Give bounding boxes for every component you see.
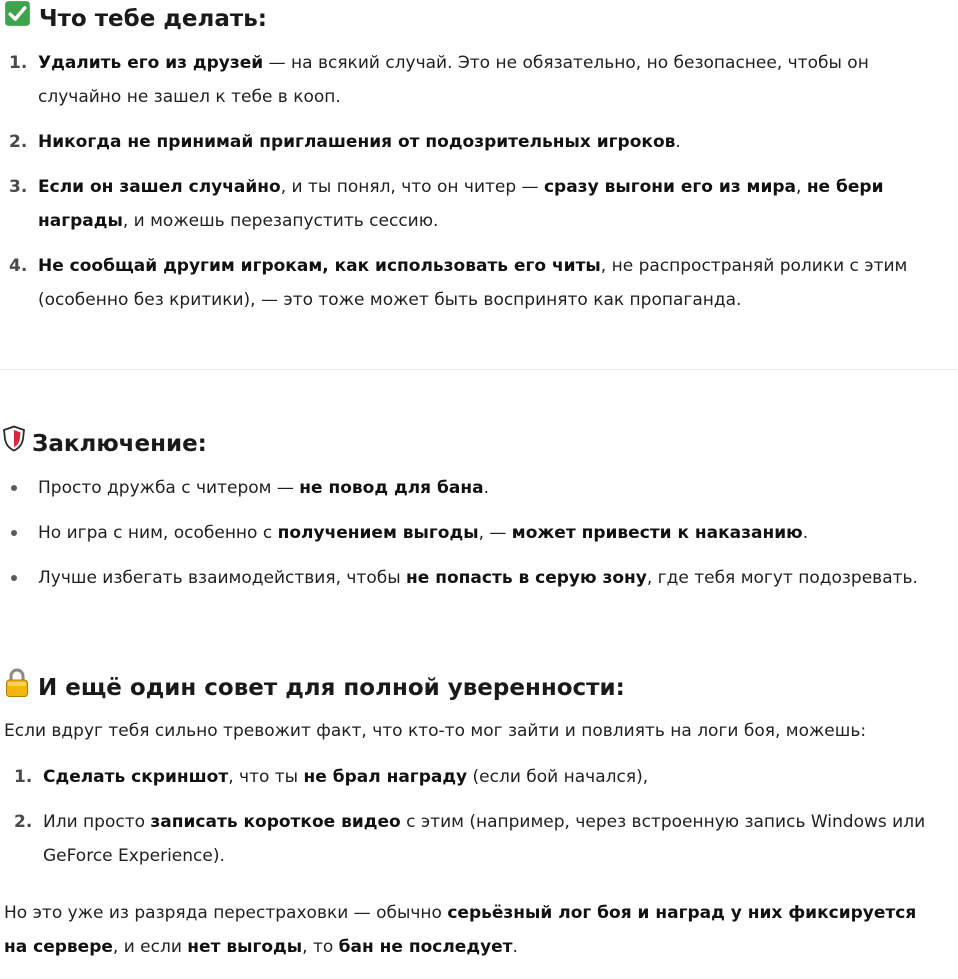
section-heading (0, 425, 958, 462)
conclusion-list (0, 471, 958, 606)
section-heading-text: Заключение: (32, 430, 207, 457)
bullet-dot (11, 575, 17, 581)
bold-text: может привести к наказанию (511, 523, 803, 543)
bold-text: Удалить его из друзей (38, 53, 264, 73)
section-extra-advice (0, 668, 958, 957)
bold-text: не брал награду (303, 767, 468, 787)
action-list (0, 46, 958, 328)
list-item: Лучше избегать взаимодействия, чтобы не попасть в серую зону, где тебя могут подозревать. (0, 561, 958, 595)
divider (0, 369, 958, 370)
list-item: 3. Если он зашел случайно, и ты понял, что он читер — сразу выгони его из мира, не бери награды, и можешь перезапустить сессию. (9, 177, 884, 231)
bold-text: сразу выгони его из мира (543, 177, 796, 197)
list-item: 1. Сделать скриншот, что ты не брал награду (если бой начался), (14, 767, 649, 787)
advice-list (0, 760, 958, 884)
list-item: 4. Не сообщай другим игрокам, как использовать его читы, не распространяй ролики с этим (особенно без критики), — это тоже может быть воспринято как пропаганда. (9, 256, 908, 310)
list-item: 2. Никогда не принимай приглашения от подозрительных игроков. (9, 132, 681, 152)
bold-text: Не сообщай другим игрокам, как использовать его читы (38, 256, 601, 276)
bold-text: бан не последует (338, 937, 513, 957)
bold-text: не попасть в серую зону (406, 568, 647, 588)
bold-text: Никогда не принимай приглашения от подозрительных игроков (38, 132, 676, 152)
intro-paragraph: Если вдруг тебя сильно тревожит факт, что кто-то мог зайти и повлиять на логи боя, можешь: (4, 721, 867, 741)
section-conclusion (0, 425, 958, 588)
section-what-to-do (0, 0, 958, 310)
list-item: 2. Или просто записать короткое видео с этим (например, через встроенную запись Windows или GeForce Experience). (14, 812, 926, 866)
lock-icon (4, 668, 30, 708)
bold-text: получением выгоды (277, 523, 479, 543)
bold-text: нет выгоды (187, 937, 303, 957)
bold-text: не бери награды (38, 177, 884, 231)
bold-text: Если он зашел случайно (38, 177, 281, 197)
list-item: 1. Удалить его из друзей — на всякий случай. Это не обязательно, но безопаснее, чтобы он случайно не зашел к тебе в кооп. (9, 53, 869, 107)
bold-text: записать короткое видео (150, 812, 401, 832)
section-heading-text: И ещё один совет для полной уверенности: (38, 675, 625, 701)
check-mark-icon (4, 0, 31, 37)
bold-text: серьёзный лог боя и наград у них фиксируется на сервере (4, 903, 917, 957)
bullet-dot (11, 485, 17, 491)
bold-text: Сделать скриншот (43, 767, 229, 787)
section-heading (0, 668, 958, 708)
bullet-dot (11, 530, 17, 536)
section-heading (0, 0, 958, 37)
shield-icon (2, 425, 26, 462)
bold-text: не повод для бана (299, 478, 484, 498)
section-heading-text: Что тебе делать: (39, 5, 267, 32)
outro-paragraph: Но это уже из разряда перестраховки — обычно серьёзный лог боя и наград у них фиксируется на сервере, и если нет выгоды, то бан не последует. (4, 903, 917, 957)
list-item: Просто дружба с читером — не повод для бана. (0, 471, 958, 505)
list-item: Но игра с ним, особенно с получением выгоды, — может привести к наказанию. (0, 516, 958, 550)
